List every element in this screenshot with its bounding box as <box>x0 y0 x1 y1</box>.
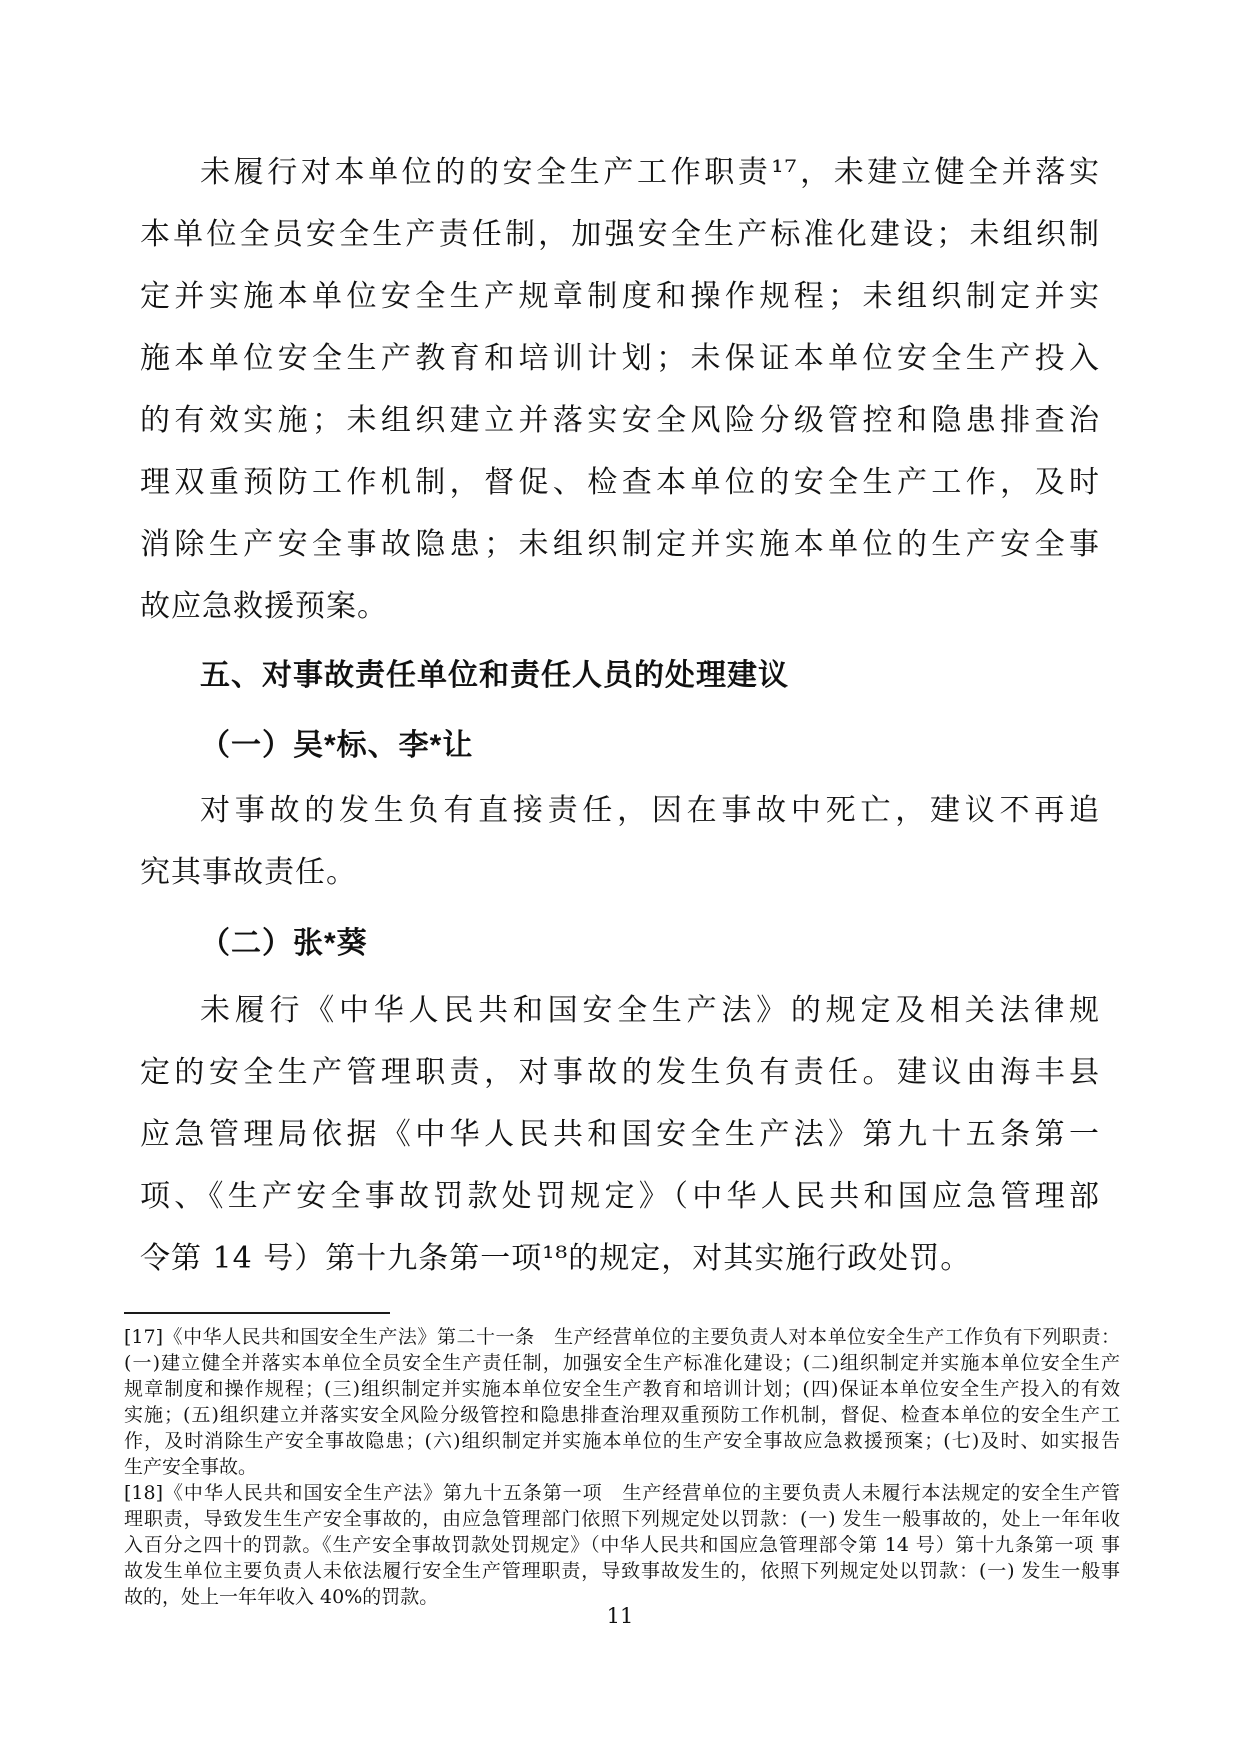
text-line: 入百分之四十的罚款。《生产安全事故罚款处罚规定》（中华人民共和国应急管理部令第 14 号）第十九条第一项 事 <box>124 1534 1120 1556</box>
footnotes-block <box>124 1324 1120 1610</box>
paragraph-duty-violations <box>140 142 1100 638</box>
section-heading-5: 五、对事故责任单位和责任人员的处理建议 <box>200 659 789 692</box>
footnote-18 <box>124 1480 1120 1610</box>
text-line: 未履行对本单位的的安全生产工作职责¹⁷，未建立健全并落实 <box>200 155 1100 190</box>
subsection-heading-2: （二）张*葵 <box>200 927 368 960</box>
text-line: 项、《生产安全事故罚款处罚规定》（中华人民共和国应急管理部 <box>140 1179 1100 1214</box>
text-line: 理职责，导致发生生产安全事故的，由应急管理部门依照下列规定处以罚款：(一) 发生一般事故的，处上一年年收 <box>124 1508 1120 1530</box>
text-line: 定并实施本单位安全生产规章制度和操作规程；未组织制定并实 <box>140 279 1100 314</box>
text-line: 本单位全员安全生产责任制，加强安全生产标准化建设；未组织制 <box>140 217 1100 252</box>
text-line: [18]《中华人民共和国安全生产法》第九十五条第一项 生产经营单位的主要负责人未履行本法规定的安全生产管 <box>124 1482 1120 1504</box>
footnote-separator-line <box>124 1312 390 1314</box>
text-line: 理双重预防工作机制，督促、检查本单位的安全生产工作，及时 <box>140 465 1100 500</box>
text-line: 故的，处上一年年收入 40%的罚款。 <box>124 1586 439 1608</box>
page-number: 11 <box>606 1604 634 1628</box>
text-line: 实施；(五)组织建立并落实安全风险分级管控和隐患排查治理双重预防工作机制，督促、检查本单位的安全生产工 <box>124 1404 1120 1426</box>
text-line: 未履行《中华人民共和国安全生产法》的规定及相关法律规 <box>200 993 1100 1028</box>
text-line: 对事故的发生负有直接责任，因在事故中死亡，建议不再追 <box>200 793 1100 828</box>
text-line: 的有效实施；未组织建立并落实安全风险分级管控和隐患排查治 <box>140 403 1100 438</box>
text-line: 生产安全事故。 <box>124 1456 258 1478</box>
text-line: 令第 14 号）第十九条第一项¹⁸的规定，对其实施行政处罚。 <box>140 1241 972 1276</box>
text-line: 应急管理局依据《中华人民共和国安全生产法》第九十五条第一 <box>140 1117 1100 1152</box>
text-line: 究其事故责任。 <box>140 855 357 890</box>
footnote-17 <box>124 1324 1120 1480</box>
text-line: 消除生产安全事故隐患；未组织制定并实施本单位的生产安全事 <box>140 527 1100 562</box>
text-line: 定的安全生产管理职责，对事故的发生负有责任。建议由海丰县 <box>140 1055 1100 1090</box>
text-line: 作，及时消除生产安全事故隐患；(六)组织制定并实施本单位的生产安全事故应急救援预案；(七)及时、如实报告 <box>124 1430 1120 1452</box>
text-line: (一)建立健全并落实本单位全员安全生产责任制，加强安全生产标准化建设；(二)组织制定并实施本单位安全生产 <box>124 1352 1120 1374</box>
text-line: 故发生单位主要负责人未依法履行安全生产管理职责，导致事故发生的，依照下列规定处以罚款：(一) 发生一般事 <box>124 1560 1120 1582</box>
text-line: [17]《中华人民共和国安全生产法》第二十一条 生产经营单位的主要负责人对本单位安全生产工作负有下列职责： <box>124 1326 1120 1348</box>
text-line: 规章制度和操作规程；(三)组织制定并实施本单位安全生产教育和培训计划；(四)保证本单位安全生产投入的有效 <box>124 1378 1120 1400</box>
paragraph-sub2-recommendation <box>140 980 1100 1290</box>
subsection-heading-1: （一）吴*标、李*让 <box>200 729 474 762</box>
text-line: 故应急救援预案。 <box>140 589 388 624</box>
text-line: 施本单位安全生产教育和培训计划；未保证本单位安全生产投入 <box>140 341 1100 376</box>
paragraph-sub1-recommendation <box>140 780 1100 904</box>
